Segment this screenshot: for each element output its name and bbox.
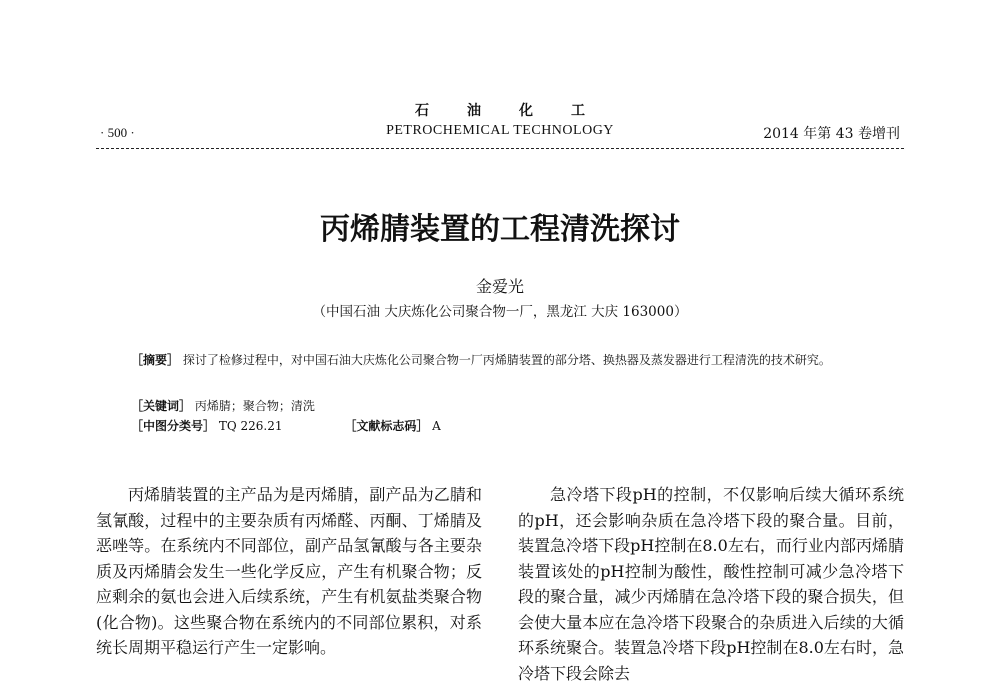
body-paragraph-right: 急冷塔下段pH的控制，不仅影响后续大循环系统的pH，还会影响杂质在急冷塔下段的聚合量。目前，装置急冷塔下段pH控制在8.0左右，而行业内部丙烯腈装置该处的pH控制为酸性，酸性控制可减少急冷塔下段的聚合量，减少丙烯腈在急冷塔下段的聚合损失，但会使大量本应在急冷塔下段聚合的杂质进入后续的大循环系统聚合。装置急冷塔下段pH控制在8.0左右时，急冷塔下段会除去 (518, 485, 904, 683)
classification (131, 417, 871, 435)
header-divider (96, 148, 904, 149)
keywords (131, 397, 871, 415)
journal-title-english: PETROCHEMICAL TECHNOLOGY (386, 123, 614, 138)
author-affiliation: （中国石油 大庆炼化公司聚合物一厂，黑龙江 大庆 163000） (312, 304, 688, 320)
abstract-label: ［摘要］ (131, 353, 180, 367)
doc-mark-value: A (432, 419, 441, 433)
abstract-text: 探讨了检修过程中，对中国石油大庆炼化公司聚合物一厂丙烯腈装置的部分塔、换热器及蒸发器进行工程清洗的技术研究。 (182, 353, 831, 367)
clc-value: TQ 226.21 (218, 419, 283, 433)
issue-info: 2014 年第 43 卷增刊 (763, 126, 900, 142)
body-column-right (518, 482, 904, 686)
article-title: 丙烯腈装置的工程清洗探讨 (320, 212, 680, 247)
clc-label: ［中图分类号］ (131, 419, 216, 433)
author-name: 金爱光 (475, 277, 524, 296)
keywords-text: 丙烯腈；聚合物；清洗 (194, 399, 315, 413)
journal-title-chinese: 石油化工 (415, 103, 623, 119)
page-number: · 500 · (100, 125, 135, 140)
keywords-label: ［关键词］ (131, 399, 192, 413)
abstract (131, 351, 871, 369)
body-paragraph-left: 丙烯腈装置的主产品为是丙烯腈，副产品为乙腈和氢氰酸，过程中的主要杂质有丙烯醛、丙酮、丁烯腈及恶唑等。在系统内不同部位，副产品氢氰酸与各主要杂质及丙烯腈会发生一些化学反应，产生有机聚合物；反应剩余的氨也会进入后续系统，产生有机氨盐类聚合物(化合物)。这些聚合物在系统内的不同部位累积，对系统长周期平稳运行产生一定影响。 (96, 485, 482, 657)
doc-mark-label: ［文献标志码］ (344, 419, 429, 433)
body-column-left (96, 482, 482, 661)
